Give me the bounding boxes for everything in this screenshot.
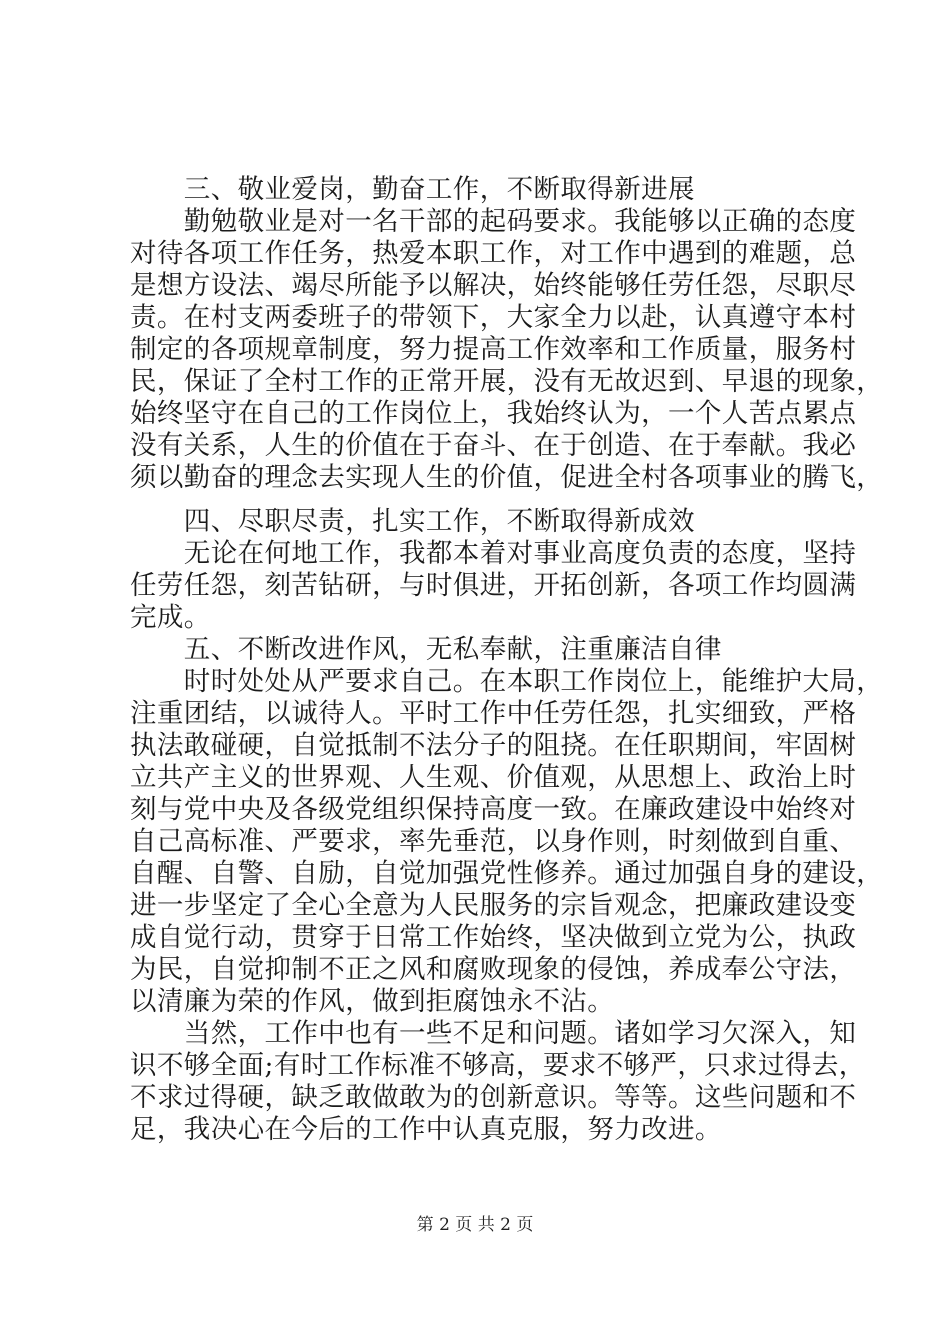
paragraph-line: 无论在何地工作，我都本着对事业高度负责的态度，坚持 bbox=[130, 538, 857, 569]
paragraph-line: 刻与党中央及各级党组织保持高度一致。在廉政建设中始终对 bbox=[130, 794, 857, 825]
section-heading-4: 四、尽职尽责，扎实工作，不断取得新成效 bbox=[130, 506, 695, 537]
paragraph-line: 以清廉为荣的作风，做到拒腐蚀永不沾。 bbox=[130, 986, 615, 1017]
paragraph-line: 立共产主义的世界观、人生观、价值观，从思想上、政治上时 bbox=[130, 762, 857, 793]
paragraph-line: 足，我决心在今后的工作中认真克服，努力改进。 bbox=[130, 1114, 722, 1145]
section-heading-5: 五、不断改进作风，无私奉献，注重廉洁自律 bbox=[130, 634, 722, 665]
paragraph-line: 任劳任怨，刻苦钻研，与时俱进，开拓创新，各项工作均圆满 bbox=[130, 570, 857, 601]
paragraph-line: 执法敢碰硬，自觉抵制不法分子的阻挠。在任职期间，牢固树 bbox=[130, 730, 857, 761]
paragraph-line: 完成。 bbox=[130, 602, 211, 633]
section-heading-3: 三、敬业爱岗，勤奋工作，不断取得新进展 bbox=[130, 174, 695, 205]
paragraph-line: 责。在村支两委班子的带领下，大家全力以赴，认真遵守本村 bbox=[130, 302, 857, 333]
paragraph-line: 自醒、自警、自励，自觉加强党性修养。通过加强自身的建设， bbox=[130, 858, 884, 889]
paragraph-line: 没有关系，人生的价值在于奋斗、在于创造、在于奉献。我必 bbox=[130, 430, 857, 461]
paragraph-line: 注重团结，以诚待人。平时工作中任劳任怨，扎实细致，严格 bbox=[130, 698, 857, 729]
paragraph-line: 进一步坚定了全心全意为人民服务的宗旨观念，把廉政建设变 bbox=[130, 890, 857, 921]
paragraph-line: 自己高标准、严要求，率先垂范，以身作则，时刻做到自重、 bbox=[130, 826, 857, 857]
paragraph-line: 不求过得硬，缺乏敢做敢为的创新意识。等等。这些问题和不 bbox=[130, 1082, 857, 1113]
paragraph-line: 为民，自觉抑制不正之风和腐败现象的侵蚀，养成奉公守法， bbox=[130, 954, 857, 985]
paragraph-line: 是想方设法、竭尽所能予以解决，始终能够任劳任怨，尽职尽 bbox=[130, 270, 857, 301]
paragraph-line: 始终坚守在自己的工作岗位上，我始终认为，一个人苦点累点 bbox=[130, 398, 857, 429]
paragraph-line: 识不够全面;有时工作标准不够高，要求不够严，只求过得去， bbox=[130, 1050, 866, 1081]
paragraph-line: 民，保证了全村工作的正常开展，没有无故迟到、早退的现象， bbox=[130, 366, 884, 397]
paragraph-line: 对待各项工作任务，热爱本职工作，对工作中遇到的难题，总 bbox=[130, 238, 857, 269]
paragraph-line: 时时处处从严要求自己。在本职工作岗位上，能维护大局， bbox=[130, 666, 884, 697]
paragraph-line: 成自觉行动，贯穿于日常工作始终，坚决做到立党为公，执政 bbox=[130, 922, 857, 953]
paragraph-line: 制定的各项规章制度，努力提高工作效率和工作质量，服务村 bbox=[130, 334, 857, 365]
page-number-footer: 第 2 页 共 2 页 bbox=[416, 1215, 534, 1235]
paragraph-line: 当然，工作中也有一些不足和问题。诸如学习欠深入，知 bbox=[130, 1018, 857, 1049]
paragraph-line: 勤勉敬业是对一名干部的起码要求。我能够以正确的态度 bbox=[130, 206, 857, 237]
paragraph-line: 须以勤奋的理念去实现人生的价值，促进全村各项事业的腾飞， bbox=[130, 462, 884, 493]
